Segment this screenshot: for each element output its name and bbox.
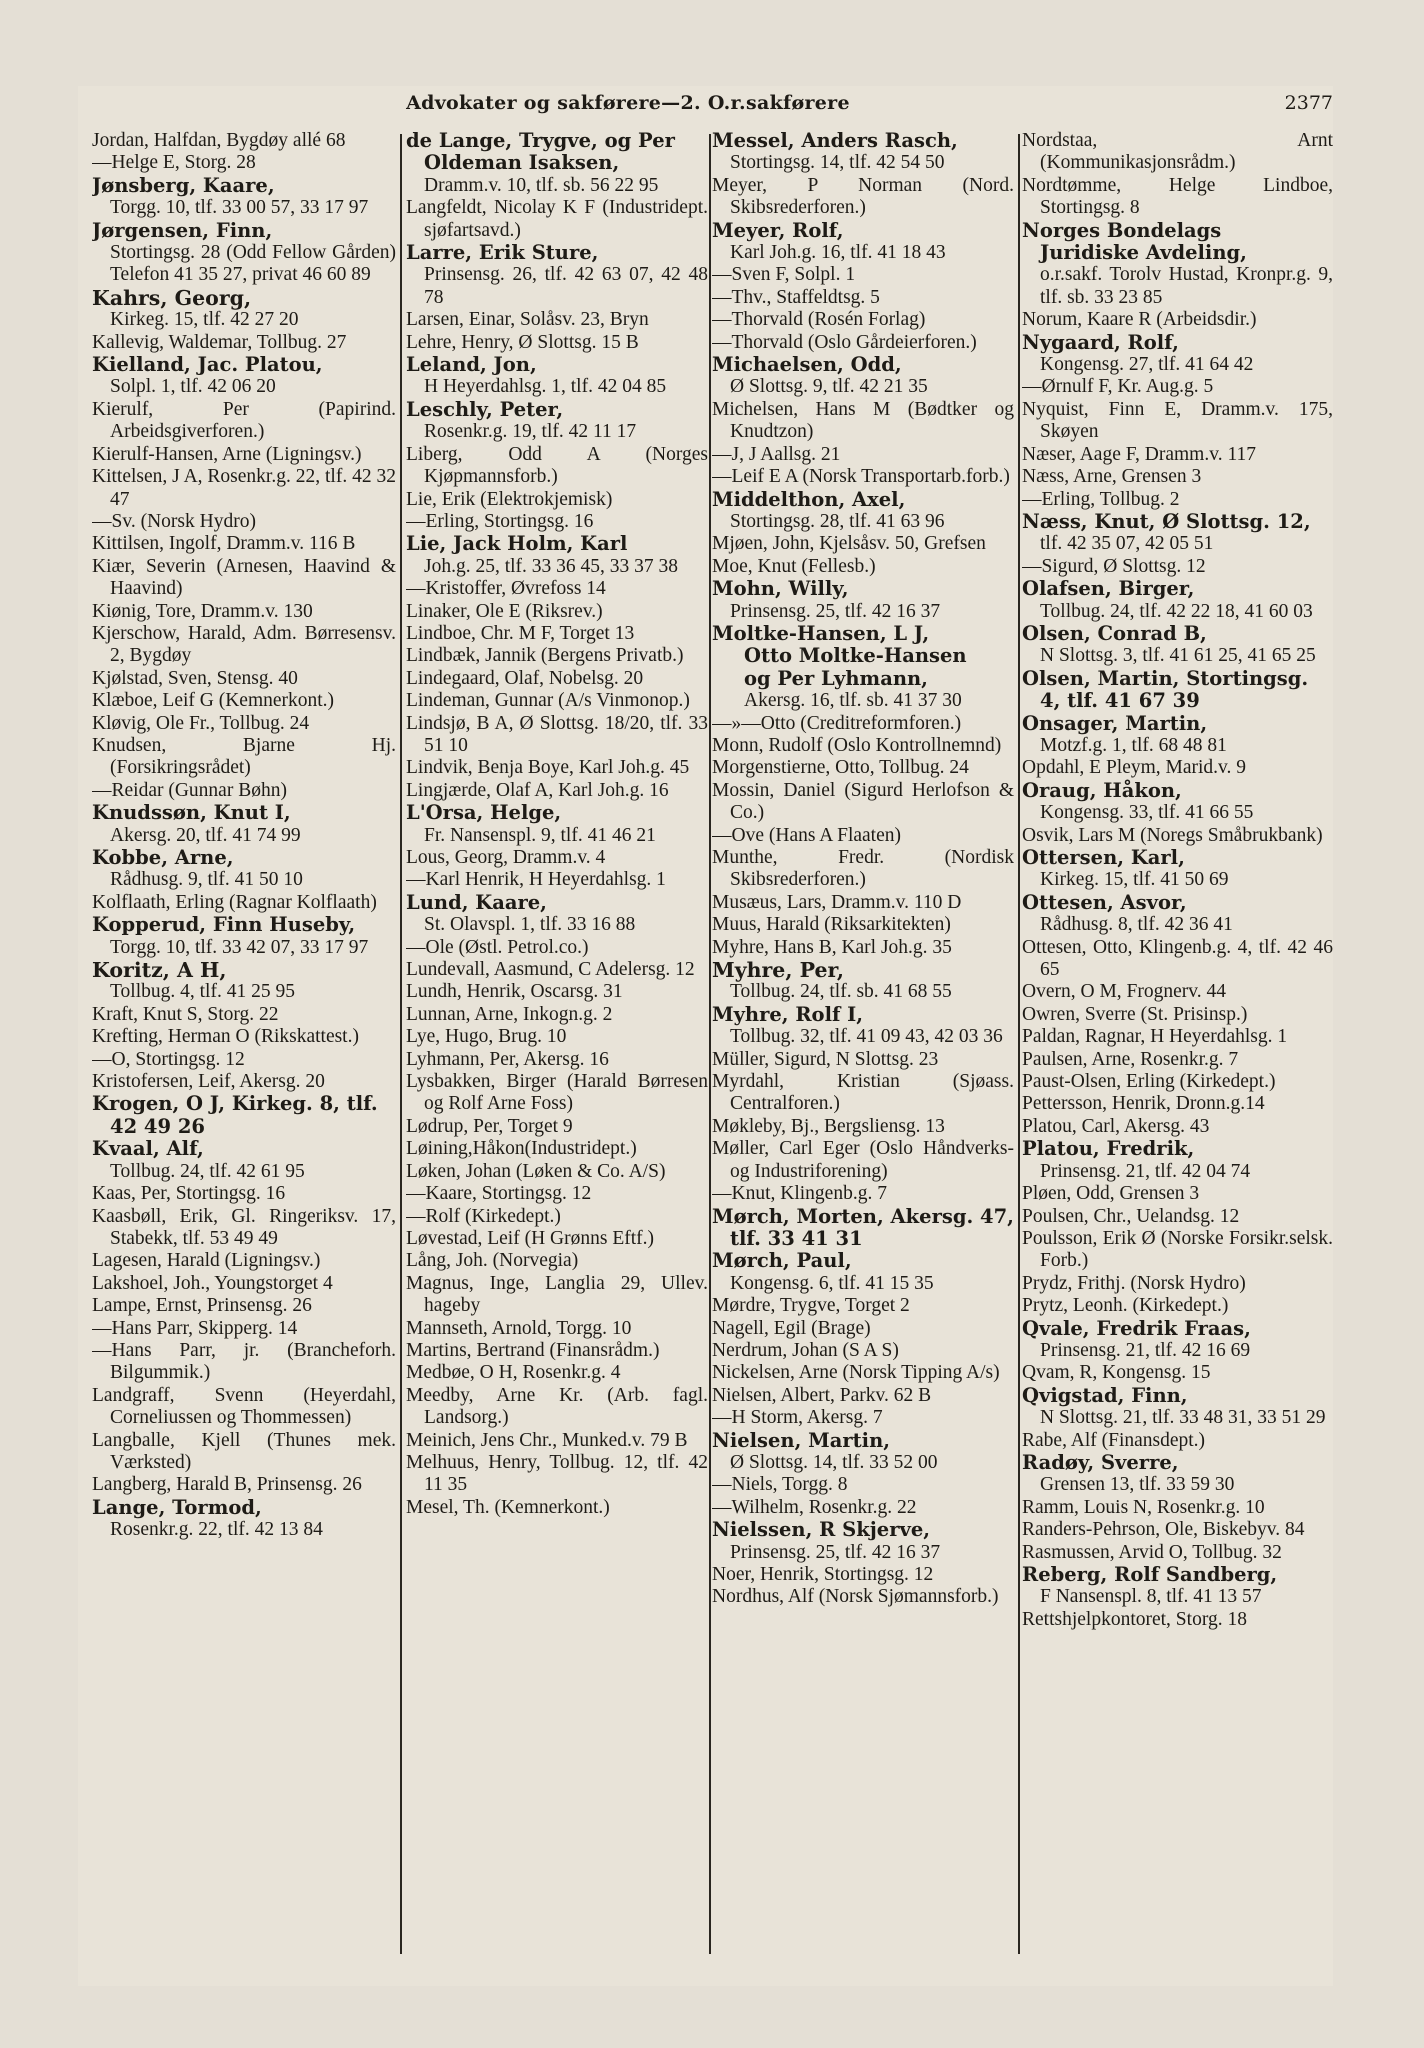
listing-entry: Nordhus, Alf (Norsk Sjømannsforb.) [712, 1586, 999, 1608]
listing-entry: —Rolf (Kirkedept.) [406, 1205, 561, 1227]
listing-entry: Nordtømme, Helge Lindboe, Stortingsg. 8 [1022, 174, 1333, 219]
listing-entry: Mesel, Th. (Kemnerkont.) [406, 1496, 610, 1518]
listing-entry: Moe, Knut (Fellesb.) [712, 555, 876, 577]
listing-entry: Kierulf-Hansen, Arne (Ligningsv.) [92, 443, 362, 465]
listing-address: St. Olavspl. 1, tlf. 33 16 88 [424, 914, 636, 936]
listing-name: Olafsen, Birger, [1022, 577, 1195, 601]
listing-address: Ø Slottsg. 9, tlf. 42 21 35 [730, 376, 928, 398]
listing-entry: Nielsen, Albert, Parkv. 62 B [712, 1384, 932, 1406]
listing-entry: Mossin, Daniel (Sigurd Herlofson & Co.) [712, 779, 1014, 824]
listing-address: Prinsensg. 21, tlf. 42 16 69 [1040, 1339, 1251, 1361]
section-title: Advokater og sakførere—2. O.r.sakførere [406, 92, 850, 114]
listing-name: Lange, Tormod, [92, 1495, 262, 1519]
listing-entry: Liberg, Odd A (Norges Kjøpmannsforb.) [406, 443, 708, 488]
listing-name: Reberg, Rolf Sandberg, [1022, 1563, 1278, 1586]
listing-address: F Nansenspl. 8, tlf. 41 13 57 [1040, 1586, 1262, 1608]
listing-entry: Lye, Hugo, Brug. 10 [406, 1026, 567, 1048]
listing-entry: —O, Stortingsg. 12 [92, 1048, 245, 1070]
listing-name: Platou, Fredrik, [1022, 1137, 1195, 1161]
listing-entry: Platou, Carl, Akersg. 43 [1022, 1115, 1210, 1137]
listing-entry: —Thorvald (Rosén Forlag) [712, 309, 926, 331]
listing-entry: —Knut, Klingenb.g. 7 [712, 1183, 887, 1205]
listing-address: Akersg. 20, tlf. 41 74 99 [110, 824, 301, 846]
column-divider [1018, 134, 1020, 1954]
listing-address: Tollbug. 24, tlf. sb. 41 68 55 [730, 981, 952, 1003]
listing-entry: Lakshoel, Joh., Youngstorget 4 [92, 1272, 333, 1294]
listing-entry: Nerdrum, Johan (S A S) [712, 1339, 899, 1361]
listing-address: Fr. Nansenspl. 9, tlf. 41 46 21 [424, 824, 656, 846]
listing-address: Rådhusg. 8, tlf. 42 36 41 [1040, 914, 1233, 936]
listing-entry: —Wilhelm, Rosenkr.g. 22 [712, 1496, 917, 1518]
listing-name: Myhre, Rolf I, [712, 1002, 864, 1026]
listing-address: Joh.g. 25, tlf. 33 36 45, 33 37 38 [424, 555, 679, 577]
listing-entry: —Helge E, Storg. 28 [92, 152, 256, 174]
listing-address: Tollbug. 32, tlf. 41 09 43, 42 03 36 [730, 1026, 1003, 1048]
listing-entry: Kjølstad, Sven, Stensg. 40 [92, 667, 298, 689]
listing-entry: —Kaare, Stortingsg. 12 [406, 1183, 592, 1205]
listing-entry: Lindbæk, Jannik (Bergens Privatb.) [406, 645, 684, 667]
listing-entry: Linaker, Ole E (Riksrev.) [406, 600, 603, 622]
listing-entry: Løvestad, Leif (H Grønns Eftf.) [406, 1227, 655, 1249]
listing-entry: Kittelsen, J A, Rosenkr.g. 22, tlf. 42 32 47 [92, 466, 396, 510]
listing-entry: Langfeldt, Nicolay K F (Industridept. sjøfartsavd.) [406, 197, 708, 241]
listing-name: Nielsen, Martin, [712, 1428, 891, 1452]
listing-entry: —Erling, Stortingsg. 16 [406, 510, 594, 532]
listing-entry: Musæus, Lars, Dramm.v. 110 D [712, 891, 962, 913]
listing-entry: Poulsson, Erik Ø (Norske Forsikr.selsk. Forb.) [1022, 1227, 1333, 1272]
listing-entry: Lingjærde, Olaf A, Karl Joh.g. 16 [406, 779, 669, 801]
listing-entry: Kjerschow, Harald, Adm. Børresensv. 2, Bygdøy [92, 622, 396, 667]
listing-entry: Meedby, Arne Kr. (Arb. fagl. Landsorg.) [406, 1384, 708, 1429]
column-2 [406, 130, 708, 1960]
listing-address: Tollbug. 24, tlf. 42 22 18, 41 60 03 [1040, 600, 1313, 622]
listing-address: Rådhusg. 9, tlf. 41 50 10 [110, 869, 303, 891]
listing-entry: —Erling, Tollbug. 2 [1022, 488, 1180, 510]
column-4 [1022, 130, 1333, 1960]
listing-entry: Mannseth, Arnold, Torgg. 10 [406, 1317, 632, 1339]
listing-entry: —Reidar (Gunnar Bøhn) [92, 779, 287, 801]
listing-name: Oldeman Isaksen, [424, 151, 620, 175]
listing-name: Kobbe, Arne, [92, 846, 234, 869]
listing-name: Jønsberg, Kaare, [92, 173, 275, 197]
listing-entry: Nordstaa, Arnt (Kommunikasjonsrådm.) [1022, 130, 1333, 174]
listing-name: de Lange, Trygve, og Per [406, 130, 675, 152]
listing-entry: Klæboe, Leif G (Kemnerkont.) [92, 690, 335, 712]
listing-entry: Rettshjelpkontoret, Storg. 18 [1022, 1608, 1247, 1630]
listing-entry: Prytz, Leonh. (Kirkedept.) [1022, 1295, 1229, 1317]
listing-entry: Paulsen, Arne, Rosenkr.g. 7 [1022, 1048, 1239, 1070]
listing-name: Mørch, Morten, Akersg. 47, tlf. 33 41 31 [712, 1204, 1014, 1250]
listing-entry: Ramm, Louis N, Rosenkr.g. 10 [1022, 1496, 1265, 1518]
listing-entry: Lous, Georg, Dramm.v. 4 [406, 847, 606, 868]
listing-entry: Monn, Rudolf (Oslo Kontrollnemnd) [712, 734, 1002, 756]
listing-entry: Nyquist, Finn E, Dramm.v. 175, Skøyen [1022, 398, 1333, 443]
listing-name: Leland, Jon, [406, 353, 537, 377]
listing-name: Ottesen, Asvor, [1022, 890, 1187, 914]
listing-entry: Mjøen, John, Kjelsåsv. 50, Grefsen [712, 533, 986, 555]
listing-entry: Langballe, Kjell (Thunes mek. Værksted) [92, 1429, 396, 1473]
listing-entry: Larsen, Einar, Solåsv. 23, Bryn [406, 309, 649, 331]
listing-address: Solpl. 1, tlf. 42 06 20 [110, 376, 276, 398]
listing-entry: Paust-Olsen, Erling (Kirkedept.) [1022, 1071, 1276, 1093]
listing-address: Rosenkr.g. 22, tlf. 42 13 84 [110, 1519, 323, 1541]
listing-address: Prinsensg. 26, tlf. 42 63 07, 42 48 78 [424, 264, 708, 308]
listing-name: L'Orsa, Helge, [406, 801, 562, 825]
listing-entry: —Leif E A (Norsk Transportarb.forb.) [712, 466, 1010, 488]
listing-entry: Lagesen, Harald (Ligningsv.) [92, 1250, 321, 1272]
listing-entry: Michelsen, Hans M (Bødtker og Knudtzon) [712, 398, 1014, 443]
listing-entry: Morgenstierne, Otto, Tollbug. 24 [712, 757, 969, 779]
listing-entry: —Ørnulf F, Kr. Aug.g. 5 [1022, 376, 1214, 398]
listing-entry: Melhuus, Henry, Tollbug. 12, tlf. 42 11 35 [406, 1451, 708, 1496]
listing-entry: —Karl Henrik, H Heyerdahlsg. 1 [406, 869, 666, 891]
column-divider [400, 134, 402, 1954]
listing-entry: Opdahl, E Pleym, Marid.v. 9 [1022, 757, 1247, 779]
listing-entry: Løining,Håkon(Industridept.) [406, 1138, 637, 1160]
listing-entry: Meyer, P Norman (Nord. Skibsrederforen.) [712, 174, 1014, 219]
listing-name: Kvaal, Alf, [92, 1137, 204, 1161]
listing-entry: Lindsjø, B A, Ø Slottsg. 18/20, tlf. 33 51 10 [406, 712, 708, 756]
listing-entry: Myrdahl, Kristian (Sjøass. Centralforen.) [712, 1071, 1014, 1115]
listing-name: Mørch, Paul, [712, 1249, 852, 1273]
listing-entry: Mørdre, Trygve, Torget 2 [712, 1295, 910, 1317]
listing-name: Larre, Erik Sture, [406, 241, 599, 265]
listing-entry: Rasmussen, Arvid O, Tollbug. 32 [1022, 1541, 1282, 1563]
listing-entry: Lindboe, Chr. M F, Torget 13 [406, 622, 635, 644]
listing-entry: Rabe, Alf (Finansdept.) [1022, 1429, 1206, 1451]
listing-entry: Kaas, Per, Stortingsg. 16 [92, 1183, 286, 1205]
listing-name: Olsen, Conrad B, [1022, 621, 1207, 645]
listing-name: Onsager, Martin, [1022, 711, 1208, 735]
listing-entry: Norum, Kaare R (Arbeidsdir.) [1022, 309, 1257, 331]
listing-entry: Lysbakken, Birger (Harald Børresen og Rolf Arne Foss) [406, 1071, 708, 1115]
listing-entry: —Niels, Torgg. 8 [712, 1474, 848, 1496]
listing-name: Messel, Anders Rasch, [712, 130, 958, 152]
listing-address: Kongensg. 33, tlf. 41 66 55 [1040, 802, 1254, 824]
listing-address: Kongensg. 27, tlf. 41 64 42 [1040, 354, 1254, 376]
listing-entry: Kløvig, Ole Fr., Tollbug. 24 [92, 712, 310, 734]
listing-name: Leschly, Peter, [406, 397, 564, 421]
listing-entry: —Sv. (Norsk Hydro) [92, 510, 256, 532]
listing-entry: Qvam, R, Kongensg. 15 [1022, 1362, 1211, 1384]
listing-entry: Langberg, Harald B, Prinsensg. 26 [92, 1474, 362, 1496]
listing-entry: Lødrup, Per, Torget 9 [406, 1115, 573, 1137]
listing-entry: —Ove (Hans A Flaaten) [712, 824, 902, 846]
listing-address: Torgg. 10, tlf. 33 00 57, 33 17 97 [110, 197, 369, 219]
listing-name: Lund, Kaare, [406, 890, 547, 914]
listing-address: Tollbug. 24, tlf. 42 61 95 [110, 1160, 305, 1182]
listing-address: N Slottsg. 21, tlf. 33 48 31, 33 51 29 [1040, 1407, 1326, 1429]
page-number: 2377 [1284, 92, 1333, 114]
listing-entry: Pettersson, Henrik, Dronn.g.14 [1022, 1093, 1265, 1115]
listing-entry: Kierulf, Per (Papirind. Arbeidsgiverforen.) [92, 398, 396, 443]
listing-address: N Slottsg. 3, tlf. 41 61 25, 41 65 25 [1040, 645, 1316, 667]
listing-address: Stortingsg. 14, tlf. 42 54 50 [730, 152, 945, 174]
listing-address: Motzf.g. 1, tlf. 68 48 81 [1040, 734, 1227, 756]
listing-entry: Lundevall, Aasmund, C Adelersg. 12 [406, 959, 695, 981]
listing-entry: Kaasbøll, Erik, Gl. Ringeriksv. 17, Stabekk, tlf. 53 49 49 [92, 1205, 396, 1249]
listing-entry: —H Storm, Akersg. 7 [712, 1407, 883, 1429]
listing-address: Torgg. 10, tlf. 33 42 07, 33 17 97 [110, 936, 369, 958]
listing-entry: Kraft, Knut S, Storg. 22 [92, 1003, 279, 1025]
listing-address: H Heyerdahlsg. 1, tlf. 42 04 85 [424, 376, 667, 398]
listing-name: Mohn, Willy, [712, 577, 849, 601]
listing-name: Moltke-Hansen, L J, [712, 621, 930, 645]
listing-entry: Owren, Sverre (St. Prisinsp.) [1022, 1003, 1248, 1025]
listing-entry: —Hans Parr, jr. (Brancheforh. Bilgummik.) [92, 1339, 396, 1384]
listing-name: Kopperud, Finn Huseby, [92, 913, 356, 937]
listing-entry: —Sven F, Solpl. 1 [712, 264, 856, 286]
listing-entry: Nagell, Egil (Brage) [712, 1317, 871, 1339]
listing-entry: Lindvik, Benja Boye, Karl Joh.g. 45 [406, 757, 690, 779]
listing-entry: Landgraff, Svenn (Heyerdahl, Corneliussen og Thommessen) [92, 1384, 396, 1429]
listing-address: Grensen 13, tlf. 33 59 30 [1040, 1474, 1235, 1496]
listing-address: Stortingsg. 28 (Odd Fellow Gården) Telefon 41 35 27, privat 46 60 89 [110, 242, 396, 286]
listing-entry: Lie, Erik (Elektrokjemisk) [406, 488, 613, 510]
listing-entry: Meinich, Jens Chr., Munked.v. 79 B [406, 1429, 688, 1451]
listing-entry: Lång, Joh. (Norvegia) [406, 1250, 579, 1272]
listing-address: tlf. 42 35 07, 42 05 51 [1040, 533, 1214, 555]
listing-name: Norges Bondelags [1022, 218, 1222, 242]
listing-address: Akersg. 16, tlf. sb. 41 37 30 [744, 690, 962, 712]
page-header [78, 86, 1333, 126]
listing-entry: Kiær, Severin (Arnesen, Haavind & Haavind) [92, 555, 396, 600]
listing-name: Oraug, Håkon, [1022, 778, 1182, 802]
listing-name: Ottersen, Karl, [1022, 846, 1185, 869]
listing-address: Prinsensg. 21, tlf. 42 04 74 [1040, 1160, 1251, 1182]
listing-entry: Knudsen, Bjarne Hj. (Forsikringsrådet) [92, 734, 396, 779]
listing-address: o.r.sakf. Torolv Hustad, Kronpr.g. 9, tlf. sb. 33 23 85 [1040, 264, 1333, 308]
listing-name: Qvigstad, Finn, [1022, 1383, 1188, 1407]
listing-entry: —»—Otto (Creditreformforen.) [712, 712, 962, 734]
listing-entry: —Sigurd, Ø Slottsg. 12 [1022, 555, 1206, 577]
listing-name: Næss, Knut, Ø Slottsg. 12, [1022, 509, 1311, 533]
listing-name: Nygaard, Rolf, [1022, 330, 1179, 354]
column-3 [712, 130, 1014, 1960]
listing-address: Kongensg. 6, tlf. 41 15 35 [730, 1272, 934, 1294]
listing-entry: Prydz, Frithj. (Norsk Hydro) [1022, 1272, 1246, 1294]
listing-entry: Medbøe, O H, Rosenkr.g. 4 [406, 1362, 621, 1384]
listing-entry: Krefting, Herman O (Rikskattest.) [92, 1026, 359, 1048]
listing-entry: Møller, Carl Eger (Oslo Håndverks- og Industriforening) [712, 1138, 1014, 1182]
listing-entry: Lyhmann, Per, Akersg. 16 [406, 1048, 609, 1070]
listing-entry: Osvik, Lars M (Noregs Småbrukbank) [1022, 824, 1323, 846]
listing-entry: Munthe, Fredr. (Nordisk Skibsrederforen.) [712, 847, 1014, 891]
listing-entry: Løken, Johan (Løken & Co. A/S) [406, 1160, 666, 1182]
listing-entry: —Thorvald (Oslo Gårdeierforen.) [712, 331, 977, 353]
listing-address: Dramm.v. 10, tlf. sb. 56 22 95 [424, 174, 659, 196]
listing-name: Lie, Jack Holm, Karl [406, 532, 628, 556]
listing-address: Prinsensg. 25, tlf. 42 16 37 [730, 1541, 941, 1563]
listing-entry: Lehre, Henry, Ø Slottsg. 15 B [406, 331, 639, 353]
listing-name: Olsen, Martin, Stortingsg. 4, tlf. 41 67 39 [1022, 666, 1309, 713]
listing-entry: Lindeman, Gunnar (A/s Vinmonop.) [406, 690, 690, 712]
listing-address: Kirkeg. 15, tlf. 41 50 69 [1040, 869, 1229, 891]
listing-name: Juridiske Avdeling, [1040, 241, 1247, 265]
listing-address: Kirkeg. 15, tlf. 42 27 20 [110, 309, 299, 331]
listing-entry: —Hans Parr, Skipperg. 14 [92, 1317, 298, 1339]
column-1 [92, 130, 396, 1960]
listing-name: Meyer, Rolf, [712, 218, 844, 242]
listing-name: Knudssøn, Knut I, [92, 801, 291, 825]
listing-entry: Kiønig, Tore, Dramm.v. 130 [92, 600, 313, 622]
listing-entry: Noer, Henrik, Stortingsg. 12 [712, 1564, 934, 1585]
directory-page [78, 86, 1333, 1986]
listing-entry: —Thv., Staffeldtsg. 5 [712, 286, 880, 308]
listing-name: Radøy, Sverre, [1022, 1450, 1179, 1474]
listing-address: Karl Joh.g. 16, tlf. 41 18 43 [730, 242, 946, 264]
listing-address: Tollbug. 4, tlf. 41 25 95 [110, 981, 295, 1003]
listing-entry: Pløen, Odd, Grensen 3 [1022, 1183, 1200, 1205]
listing-name: og Per Lyhmann, [744, 666, 928, 690]
listing-address: Rosenkr.g. 19, tlf. 42 11 17 [424, 421, 637, 443]
listing-name: Koritz, A H, [92, 958, 227, 983]
listing-name: Jørgensen, Finn, [92, 218, 273, 242]
listing-name: Otto Moltke-Hansen [744, 644, 967, 668]
listing-entry: —Kristoffer, Øvrefoss 14 [406, 578, 606, 600]
listing-entry: Myhre, Hans B, Karl Joh.g. 35 [712, 936, 952, 958]
listing-entry: —J, J Aallsg. 21 [712, 443, 841, 465]
listing-entry: Lundh, Henrik, Oscarsg. 31 [406, 981, 623, 1003]
listing-entry: Møkleby, Bj., Bergsliensg. 13 [712, 1115, 945, 1137]
listing-name: Nielssen, R Skjerve, [712, 1518, 931, 1542]
listing-entry: —Ole (Østl. Petrol.co.) [406, 936, 589, 958]
listing-address: Ø Slottsg. 14, tlf. 33 52 00 [730, 1451, 938, 1473]
listing-name: Kielland, Jac. Platou, [92, 353, 323, 377]
listing-entry: Jordan, Halfdan, Bygdøy allé 68 [92, 130, 346, 151]
listing-name: Myhre, Per, [712, 958, 844, 983]
listing-entry: Poulsen, Chr., Uelandsg. 12 [1022, 1205, 1240, 1227]
listing-name: Michaelsen, Odd, [712, 353, 902, 377]
listing-entry: Lunnan, Arne, Inkogn.g. 2 [406, 1003, 613, 1025]
listing-name: Krogen, O J, Kirkeg. 8, tlf. 42 49 26 [92, 1092, 378, 1138]
listing-entry: Næser, Aage F, Dramm.v. 117 [1022, 443, 1256, 465]
listing-address: Stortingsg. 28, tlf. 41 63 96 [730, 510, 945, 532]
listing-entry: Overn, O M, Frognerv. 44 [1022, 981, 1226, 1003]
listing-entry: Martins, Bertrand (Finansrådm.) [406, 1339, 660, 1361]
listing-name: Middelthon, Axel, [712, 487, 906, 511]
listing-entry: Lampe, Ernst, Prinsensg. 26 [92, 1295, 312, 1317]
listing-entry: Randers-Pehrson, Ole, Biskebyv. 84 [1022, 1519, 1305, 1541]
listing-name: Kahrs, Georg, [92, 285, 252, 310]
listing-entry: Muus, Harald (Riksarkitekten) [712, 914, 951, 936]
listing-entry: Kittilsen, Ingolf, Dramm.v. 116 B [92, 533, 356, 555]
listing-entry: Lindegaard, Olaf, Nobelsg. 20 [406, 667, 644, 689]
listing-name: Qvale, Fredrik Fraas, [1022, 1316, 1251, 1340]
listing-entry: Ottesen, Otto, Klingenb.g. 4, tlf. 42 46 65 [1022, 936, 1333, 981]
column-divider [709, 134, 711, 1954]
listing-entry: Nickelsen, Arne (Norsk Tipping A/s) [712, 1362, 1000, 1384]
listing-address: Prinsensg. 25, tlf. 42 16 37 [730, 600, 941, 622]
listing-entry: Müller, Sigurd, N Slottsg. 23 [712, 1048, 939, 1070]
listing-entry: Kolflaath, Erling (Ragnar Kolflaath) [92, 891, 377, 913]
listing-entry: Kallevig, Waldemar, Tollbug. 27 [92, 331, 347, 353]
listing-entry: Paldan, Ragnar, H Heyerdahlsg. 1 [1022, 1026, 1288, 1048]
listing-entry: Næss, Arne, Grensen 3 [1022, 466, 1202, 488]
listing-entry: Magnus, Inge, Langlia 29, Ullev. hageby [406, 1272, 708, 1317]
listing-entry: Kristofersen, Leif, Akersg. 20 [92, 1071, 325, 1093]
